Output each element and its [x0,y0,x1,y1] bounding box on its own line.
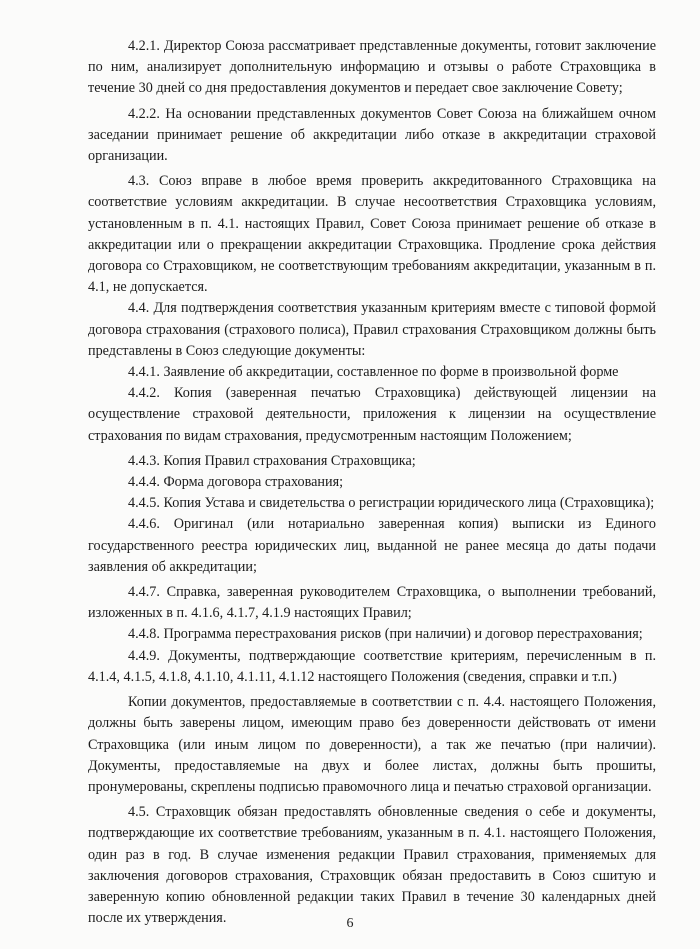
paragraph-4-5: 4.5. Страховщик обязан предоставлять обновленные сведения о себе и документы, подтверждающие их соответствие требованиям, указанным в п. 4.1. настоящего Положения, один раз в год. В случае изменения редакции Правил страхования, применяемых для заключения договоров страхования, Страховщик обязан предоставить в Союз сшитую и заверенную копию обновленной редакции таких Правил в течение 30 календарных дней после их утверждения. [88,804,656,927]
paragraph-4-4-2: 4.4.2. Копия (заверенная печатью Страховщика) действующей лицензии на осуществление страховой деятельности, приложения к лицензии на осуществление страхования по видам страхования, предусмотренным настоящим Положением; [88,385,656,444]
paragraph-4-3: 4.3. Союз вправе в любое время проверить аккредитованного Страховщика на соответствие условиям аккредитации. В случае несоответствия Страховщика условиям, установленным в п. 4.1. настоящих Правил, Совет Союза принимает решение об отказе в аккредитации или о прекращении аккредитации Страховщика. Продление срока действия договора со Страховщиком, не соответствующим требованиям аккредитации, указанным в п. 4.1, не допускается. [88,173,656,296]
page-number: 6 [346,916,354,931]
paragraph-4-4-1: 4.4.1. Заявление об аккредитации, составленное по форме в произвольной форме [128,364,619,381]
paragraph-4-4-8: 4.4.8. Программа перестрахования рисков (при наличии) и договор перестрахования; [128,626,643,643]
document-body [88,36,656,929]
paragraph-4-4: 4.4. Для подтверждения соответствия указанным критериям вместе с типовой формой договора страхования (страхового полиса), Правил страхования Страховщиком должны быть представлены в Союз следующие документы: [88,300,656,359]
paragraph-4-4-7: 4.4.7. Справка, заверенная руководителем Страховщика, о выполнении требований, изложенных в п. 4.1.6, 4.1.7, 4.1.9 настоящих Правил; [88,584,656,622]
paragraph-4-4-4: 4.4.4. Форма договора страхования; [128,474,344,491]
paragraph-4-2-2: 4.2.2. На основании представленных документов Совет Союза на ближайшем очном заседании принимает решение об аккредитации либо отказе в аккредитации страховой организации. [88,105,656,165]
paragraph-4-4-9: 4.4.9. Документы, подтверждающие соответствие критериям, перечисленным в п. 4.1.4, 4.1.5, 4.1.8, 4.1.10, 4.1.11, 4.1.12 настоящего Положения (сведения, справки и т.п.) [88,647,656,685]
paragraph-4-2-1: 4.2.1. Директор Союза рассматривает представленные документы, готовит заключение по ним, анализирует дополнительную информацию и отзывы о работе Страховщика в течение 30 дней со дня предоставления документов и передает свое заключение Совету; [88,38,656,97]
paragraph-copies-requirements: Копии документов, предоставляемые в соответствии с п. 4.4. настоящего Положения, должны быть заверены лицом, имеющим право без доверенности действовать от имени Страховщика (или иным лицом по доверенности), а так же печатью (при наличии). Документы, предоставляемые на двух и более листах, должны быть прошиты, пронумерованы, скреплены подписью правомочного лица и печатью страховой организации. [88,694,656,795]
paragraph-4-4-5: 4.4.5. Копия Устава и свидетельства о регистрации юридического лица (Страховщика); [128,495,655,512]
paragraph-4-4-6: 4.4.6. Оригинал (или нотариально заверенная копия) выписки из Единого государственного реестра юридических лиц, выданной не ранее месяца до даты подачи заявления об аккредитации; [88,516,656,575]
paragraph-4-4-3: 4.4.3. Копия Правил страхования Страховщика; [128,452,416,469]
